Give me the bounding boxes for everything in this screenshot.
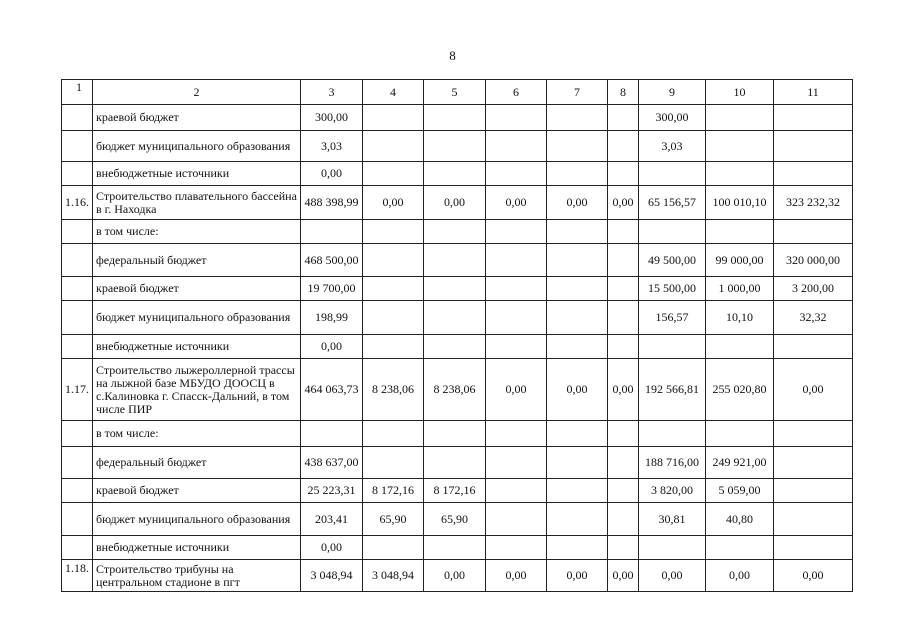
value-cell (706, 131, 774, 162)
row-number-cell: 1.16. (62, 186, 93, 220)
value-cell (639, 220, 706, 244)
value-cell (424, 277, 486, 301)
value-cell (486, 162, 547, 186)
value-cell (547, 536, 608, 560)
value-cell (608, 335, 639, 359)
value-cell (706, 335, 774, 359)
value-cell (608, 244, 639, 277)
description-cell: внебюджетные источники (93, 162, 301, 186)
value-cell: 8 172,16 (363, 479, 424, 503)
column-header: 3 (301, 80, 363, 105)
value-cell (424, 131, 486, 162)
value-cell (608, 220, 639, 244)
table-header-row (62, 80, 853, 105)
value-cell: 300,00 (301, 105, 363, 131)
description-cell: краевой бюджет (93, 277, 301, 301)
value-cell (301, 421, 363, 447)
value-cell (424, 536, 486, 560)
value-cell: 468 500,00 (301, 244, 363, 277)
value-cell: 0,00 (547, 359, 608, 421)
value-cell: 65 156,57 (639, 186, 706, 220)
value-cell (774, 421, 853, 447)
value-cell (608, 301, 639, 335)
row-number-cell (62, 162, 93, 186)
value-cell: 99 000,00 (706, 244, 774, 277)
value-cell: 0,00 (774, 560, 853, 592)
value-cell (363, 162, 424, 186)
value-cell (774, 105, 853, 131)
value-cell (639, 335, 706, 359)
value-cell: 40,80 (706, 503, 774, 536)
table-row (62, 536, 853, 560)
value-cell (486, 301, 547, 335)
value-cell: 192 566,81 (639, 359, 706, 421)
value-cell: 3 048,94 (363, 560, 424, 592)
row-number-cell (62, 277, 93, 301)
value-cell (301, 220, 363, 244)
value-cell (486, 131, 547, 162)
table-row (62, 301, 853, 335)
value-cell (547, 277, 608, 301)
description-cell: бюджет муниципального образования (93, 301, 301, 335)
value-cell (424, 162, 486, 186)
value-cell (639, 421, 706, 447)
value-cell: 15 500,00 (639, 277, 706, 301)
value-cell: 255 020,80 (706, 359, 774, 421)
value-cell: 0,00 (608, 186, 639, 220)
table-row (62, 447, 853, 479)
value-cell: 100 010,10 (706, 186, 774, 220)
value-cell (424, 220, 486, 244)
value-cell: 0,00 (547, 186, 608, 220)
value-cell: 438 637,00 (301, 447, 363, 479)
value-cell (639, 162, 706, 186)
value-cell (547, 421, 608, 447)
table-row (62, 479, 853, 503)
value-cell: 3,03 (639, 131, 706, 162)
value-cell (486, 220, 547, 244)
column-header: 2 (93, 80, 301, 105)
value-cell (774, 335, 853, 359)
column-header: 6 (486, 80, 547, 105)
value-cell (486, 447, 547, 479)
description-cell: краевой бюджет (93, 479, 301, 503)
value-cell: 323 232,32 (774, 186, 853, 220)
table-row (62, 131, 853, 162)
table-row (62, 244, 853, 277)
value-cell: 0,00 (774, 359, 853, 421)
value-cell (547, 335, 608, 359)
description-cell: бюджет муниципального образования (93, 503, 301, 536)
value-cell (424, 301, 486, 335)
value-cell (608, 131, 639, 162)
description-cell: краевой бюджет (93, 105, 301, 131)
description-cell: федеральный бюджет (93, 244, 301, 277)
row-number-cell (62, 301, 93, 335)
table-row (62, 105, 853, 131)
row-number-cell (62, 503, 93, 536)
value-cell (363, 536, 424, 560)
column-header: 11 (774, 80, 853, 105)
row-number-cell (62, 131, 93, 162)
value-cell (424, 421, 486, 447)
value-cell (363, 244, 424, 277)
value-cell (486, 421, 547, 447)
value-cell: 3 048,94 (301, 560, 363, 592)
value-cell: 3 200,00 (774, 277, 853, 301)
value-cell: 0,00 (424, 560, 486, 592)
value-cell (774, 220, 853, 244)
value-cell: 0,00 (608, 560, 639, 592)
value-cell (774, 503, 853, 536)
value-cell (547, 244, 608, 277)
description-cell: в том числе: (93, 220, 301, 244)
value-cell (774, 162, 853, 186)
value-cell: 0,00 (424, 186, 486, 220)
table-row (62, 560, 853, 592)
value-cell: 320 000,00 (774, 244, 853, 277)
value-cell: 25 223,31 (301, 479, 363, 503)
value-cell: 1 000,00 (706, 277, 774, 301)
value-cell (547, 503, 608, 536)
value-cell: 10,10 (706, 301, 774, 335)
value-cell (608, 479, 639, 503)
column-header: 5 (424, 80, 486, 105)
table-row (62, 503, 853, 536)
table-row (62, 220, 853, 244)
value-cell (547, 220, 608, 244)
value-cell: 249 921,00 (706, 447, 774, 479)
value-cell (608, 162, 639, 186)
value-cell (424, 335, 486, 359)
row-number-cell (62, 421, 93, 447)
value-cell (547, 105, 608, 131)
table-row (62, 162, 853, 186)
value-cell: 19 700,00 (301, 277, 363, 301)
value-cell (774, 479, 853, 503)
value-cell (774, 447, 853, 479)
value-cell: 8 172,16 (424, 479, 486, 503)
description-cell: в том числе: (93, 421, 301, 447)
table-row (62, 421, 853, 447)
description-cell: бюджет муниципального образования (93, 131, 301, 162)
value-cell (706, 105, 774, 131)
value-cell: 0,00 (301, 536, 363, 560)
value-cell (608, 277, 639, 301)
value-cell: 488 398,99 (301, 186, 363, 220)
page-number: 8 (449, 48, 456, 63)
value-cell: 3 820,00 (639, 479, 706, 503)
value-cell (363, 421, 424, 447)
description-cell: Строительство плавательного бассейна в г. Находка (93, 186, 301, 220)
value-cell: 5 059,00 (706, 479, 774, 503)
value-cell (706, 162, 774, 186)
column-header: 9 (639, 80, 706, 105)
value-cell: 3,03 (301, 131, 363, 162)
row-number-cell (62, 479, 93, 503)
value-cell (363, 277, 424, 301)
value-cell (363, 447, 424, 479)
table-row (62, 186, 853, 220)
value-cell (486, 536, 547, 560)
value-cell (774, 536, 853, 560)
value-cell: 0,00 (486, 560, 547, 592)
value-cell: 198,99 (301, 301, 363, 335)
value-cell (486, 503, 547, 536)
value-cell (486, 105, 547, 131)
value-cell: 30,81 (639, 503, 706, 536)
value-cell (486, 335, 547, 359)
value-cell: 0,00 (486, 186, 547, 220)
value-cell (547, 447, 608, 479)
value-cell (774, 131, 853, 162)
row-number-cell (62, 335, 93, 359)
value-cell (424, 447, 486, 479)
value-cell (486, 479, 547, 503)
value-cell (363, 105, 424, 131)
value-cell: 0,00 (547, 560, 608, 592)
value-cell (706, 421, 774, 447)
value-cell: 203,41 (301, 503, 363, 536)
value-cell: 8 238,06 (363, 359, 424, 421)
value-cell: 300,00 (639, 105, 706, 131)
row-number-cell: 1.18. (62, 560, 93, 592)
value-cell (486, 244, 547, 277)
value-cell: 32,32 (774, 301, 853, 335)
value-cell (706, 536, 774, 560)
value-cell (608, 536, 639, 560)
value-cell: 65,90 (363, 503, 424, 536)
description-cell: внебюджетные источники (93, 536, 301, 560)
value-cell: 0,00 (363, 186, 424, 220)
value-cell: 156,57 (639, 301, 706, 335)
value-cell (608, 421, 639, 447)
value-cell (547, 131, 608, 162)
value-cell: 0,00 (301, 162, 363, 186)
description-cell: федеральный бюджет (93, 447, 301, 479)
value-cell (363, 220, 424, 244)
table-row (62, 277, 853, 301)
column-header: 4 (363, 80, 424, 105)
description-cell: Строительство трибуны на центральном стадионе в пгт (93, 560, 301, 592)
value-cell (547, 479, 608, 503)
value-cell: 49 500,00 (639, 244, 706, 277)
table-row (62, 335, 853, 359)
value-cell: 0,00 (706, 560, 774, 592)
budget-table (61, 79, 853, 592)
value-cell: 464 063,73 (301, 359, 363, 421)
row-number-cell (62, 447, 93, 479)
column-header: 8 (608, 80, 639, 105)
description-cell: внебюджетные источники (93, 335, 301, 359)
column-header: 1 (62, 80, 93, 105)
value-cell (608, 447, 639, 479)
row-number-cell: 1.17. (62, 359, 93, 421)
value-cell: 0,00 (608, 359, 639, 421)
value-cell (424, 105, 486, 131)
column-header: 7 (547, 80, 608, 105)
value-cell: 8 238,06 (424, 359, 486, 421)
column-header: 10 (706, 80, 774, 105)
value-cell (547, 162, 608, 186)
value-cell: 0,00 (639, 560, 706, 592)
table-row (62, 359, 853, 421)
description-cell: Строительство лыжероллерной трассы на лыжной базе МБУДО ДООСЦ в с.Калиновка г. Спасск-Дальний, в том числе ПИР (93, 359, 301, 421)
value-cell (363, 335, 424, 359)
value-cell (363, 131, 424, 162)
row-number-cell (62, 105, 93, 131)
value-cell (608, 105, 639, 131)
value-cell (424, 244, 486, 277)
value-cell: 0,00 (301, 335, 363, 359)
value-cell: 0,00 (486, 359, 547, 421)
value-cell (706, 220, 774, 244)
value-cell: 188 716,00 (639, 447, 706, 479)
value-cell (486, 277, 547, 301)
row-number-cell (62, 536, 93, 560)
value-cell: 65,90 (424, 503, 486, 536)
value-cell (639, 536, 706, 560)
row-number-cell (62, 220, 93, 244)
row-number-cell (62, 244, 93, 277)
value-cell (547, 301, 608, 335)
value-cell (608, 503, 639, 536)
value-cell (363, 301, 424, 335)
